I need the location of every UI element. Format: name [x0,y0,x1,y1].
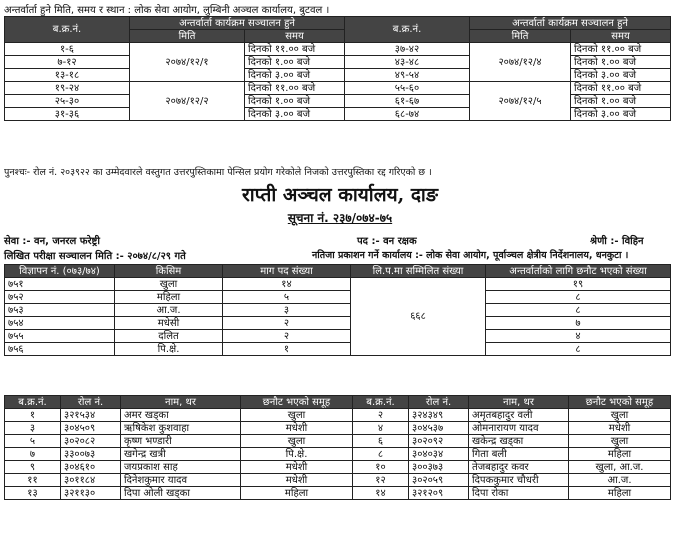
class-info: श्रेणी :- विहिन [590,236,644,247]
name-header-left: नाम, थर [121,396,241,409]
table-row [5,317,671,330]
selected-group: पि.क्षे. [241,448,353,461]
serial-number: १ [5,409,61,422]
roll-header-right: रोल नं. [409,396,469,409]
roll-number: ३२१२०९ [409,487,469,500]
service-info: सेवा :- वन, जनरल फरेष्ट्री [4,236,100,247]
roll-number: ३३००७३ [61,448,121,461]
schedule-intro: अन्तर्वार्ता हुने मिति, समय र स्थान : लोक सेवा आयोग, लुम्बिनी अञ्चल कार्यालय, बुटवल । [4,5,330,16]
selected-count: ७ [486,317,671,330]
group-header-right: छनौट भएको समूह [569,396,671,409]
interview-time: दिनको १.०० बजे [245,95,345,108]
roll-number: ३०४६१० [61,461,121,474]
demand-count: १४ [223,278,351,291]
selected-count: ८ [486,343,671,356]
demand-header: माग पद संख्या [223,265,351,278]
demand-count: १ [223,343,351,356]
serial-number: २ [353,409,409,422]
selected-group: महिला [241,487,353,500]
candidate-name: खगेन्द्र खत्री [121,448,241,461]
serial-number: १२ [353,474,409,487]
selected-count: ८ [486,304,671,317]
demand-count: २ [223,330,351,343]
selected-count: १९ [486,278,671,291]
interview-date: २०७४/१२/५ [470,82,571,121]
interview-time: दिनको ३.०० बजे [245,69,345,82]
roll-range: ४३-४८ [345,56,470,69]
roll-number: ३०२०९२ [409,435,469,448]
serial-number: १३ [5,487,61,500]
table-row [5,435,671,448]
roll-range: १३-१८ [5,69,130,82]
selected-group: महिला [569,487,671,500]
candidate-name: दिपककुमार चौधरी [469,474,569,487]
roll-range: ३१-३६ [5,108,130,121]
roll-number: ३००३७३ [409,461,469,474]
roll-header-left: ब.क्र.नं. [5,17,130,43]
interview-time: दिनको १.०० बजे [571,56,671,69]
candidate-name: तेजबहादुर कवर [469,461,569,474]
roll-range: ३७-४२ [345,43,470,56]
candidate-name: ऋषिकेश कुशवाहा [121,422,241,435]
office-title: राप्ती अञ्चल कार्यालय, दाङ [242,184,438,206]
interview-schedule-table [4,16,671,121]
type: आ.ज. [115,304,223,317]
selected-count: ८ [486,291,671,304]
ad-number: ७५१ [5,278,115,291]
type: पि.क्षे. [115,343,223,356]
candidate-name: अमृतबहादुर वली [469,409,569,422]
sn-header-left: ब.क्र.नं. [5,396,61,409]
table-row [5,487,671,500]
selected-group: मधेशी [569,422,671,435]
candidate-name: जयप्रकाश साह [121,461,241,474]
type: मधेसी [115,317,223,330]
participants-header: लि.प.मा सम्मिलित संख्या [351,265,486,278]
selected-group: मधेशी [241,461,353,474]
selected-group: खुला [569,435,671,448]
type: महिला [115,291,223,304]
selected-group: खुला [241,435,353,448]
table-row [5,108,671,121]
ad-number: ७५६ [5,343,115,356]
interview-time: दिनको ११.०० बजे [571,43,671,56]
roll-range: १-६ [5,43,130,56]
interview-time: दिनको ११.०० बजे [245,82,345,95]
exam-date-info: लिखित परीक्षा सञ्चालन मिति :- २०७४/८/२९ गते [4,251,186,262]
roll-range: ७-१२ [5,56,130,69]
table-row [5,278,671,291]
roll-range: ५५-६० [345,82,470,95]
table-row [5,461,671,474]
roll-range: ६८-७४ [345,108,470,121]
candidate-name: दिपा ओली खड्का [121,487,241,500]
selected-group: आ.ज. [569,474,671,487]
post-info: पद :- वन रक्षक [357,236,417,247]
table-row [5,291,671,304]
result-office-info: नतिजा प्रकाशन गर्ने कार्यालय :- लोक सेवा आयोग, पूर्वाञ्चल क्षेत्रीय निर्देशनालय, धनकुटा । [312,250,629,261]
table-row [5,422,671,435]
serial-number: ८ [353,448,409,461]
interview-date: २०७४/१२/१ [130,43,245,82]
date-header-left: मिति [130,30,245,43]
selected-group: खुला [241,409,353,422]
table-row [5,409,671,422]
type: खुला [115,278,223,291]
table-row [5,95,671,108]
vacancy-table [4,264,671,356]
serial-number: १४ [353,487,409,500]
candidate-name: अमर खड्का [121,409,241,422]
interview-date: २०७४/१२/२ [130,82,245,121]
roll-number: ३०११८४ [61,474,121,487]
candidate-table [4,395,671,500]
candidate-name: कृष्ण भण्डारी [121,435,241,448]
ad-number-header: विज्ञापन नं. (०७३/७४) [5,265,115,278]
table-row [5,69,671,82]
table-row [5,82,671,95]
ad-number: ७५५ [5,330,115,343]
selected-group: खुला, आ.ज. [569,461,671,474]
table-row [5,474,671,487]
selected-group: मधेशी [241,422,353,435]
interview-group-header-right: अन्तर्वार्ता कार्यक्रम सञ्चालन हुने [470,17,671,30]
interview-time: दिनको ३.०० बजे [245,108,345,121]
serial-number: १० [353,461,409,474]
interview-time: दिनको ११.०० बजे [245,43,345,56]
selected-group: खुला [569,409,671,422]
table-row [5,56,671,69]
interview-time: दिनको ११.०० बजे [571,82,671,95]
type: दलित [115,330,223,343]
interview-time: दिनको १.०० बजे [571,95,671,108]
selected-group: महिला [569,448,671,461]
candidate-name: गिता बली [469,448,569,461]
serial-number: ५ [5,435,61,448]
interview-group-header-left: अन्तर्वार्ता कार्यक्रम सञ्चालन हुने [130,17,345,30]
time-header-left: समय [245,30,345,43]
roll-number: ३०२०५९ [409,474,469,487]
table-row [5,330,671,343]
serial-number: ३ [5,422,61,435]
roll-range: ६१-६७ [345,95,470,108]
roll-number: ३२१५३४ [61,409,121,422]
table-row [5,448,671,461]
table-row [5,304,671,317]
sn-header-right: ब.क्र.नं. [353,396,409,409]
table-row [5,43,671,56]
roll-header-right: ब.क्र.नं. [345,17,470,43]
roll-range: २५-३० [5,95,130,108]
serial-number: ७ [5,448,61,461]
selected-header: अन्तर्वार्ताको लागि छनौट भएको संख्या [486,265,671,278]
interview-date: २०७४/१२/४ [470,43,571,82]
type-header: किसिम [115,265,223,278]
demand-count: ३ [223,304,351,317]
name-header-right: नाम, थर [469,396,569,409]
candidate-name: ओमनारायण यादव [469,422,569,435]
total-participants: ६६८ [351,278,486,356]
roll-number: ३०४०३४ [409,448,469,461]
serial-number: ४ [353,422,409,435]
interview-time: दिनको १.०० बजे [245,56,345,69]
roll-number: ३२४३४९ [409,409,469,422]
roll-range: १९-२४ [5,82,130,95]
table-row [5,343,671,356]
ad-number: ७५३ [5,304,115,317]
interview-time: दिनको ३.०० बजे [571,69,671,82]
roll-number: ३०२०८२ [61,435,121,448]
time-header-right: समय [571,30,671,43]
candidate-name: दिपा रोका [469,487,569,500]
candidate-name: खकेन्द्र खड्का [469,435,569,448]
ad-number: ७५४ [5,317,115,330]
selected-count: ४ [486,330,671,343]
demand-count: २ [223,317,351,330]
roll-number: ३०४५३७ [409,422,469,435]
roll-number: ३२११३० [61,487,121,500]
serial-number: ६ [353,435,409,448]
footnote: पुनश्चः- रोल नं. २०३९२२ का उम्मेदवारले वस्तुगत उत्तरपुस्तिकामा पेन्सिल प्रयोग गरेकोले निजको उत्तरपुस्तिका रद्द गरिएको छ । [4,167,432,178]
demand-count: ५ [223,291,351,304]
date-header-right: मिति [470,30,571,43]
serial-number: ११ [5,474,61,487]
interview-time: दिनको ३.०० बजे [571,108,671,121]
notice-number: सूचना नं. २३७/०७४-७५ [287,211,393,225]
roll-range: ४९-५४ [345,69,470,82]
roll-header-left: रोल नं. [61,396,121,409]
serial-number: ९ [5,461,61,474]
candidate-name: दिनेशकुमार यादव [121,474,241,487]
selected-group: मधेशी [241,474,353,487]
ad-number: ७५२ [5,291,115,304]
group-header-left: छनौट भएको समूह [241,396,353,409]
roll-number: ३०४५०९ [61,422,121,435]
